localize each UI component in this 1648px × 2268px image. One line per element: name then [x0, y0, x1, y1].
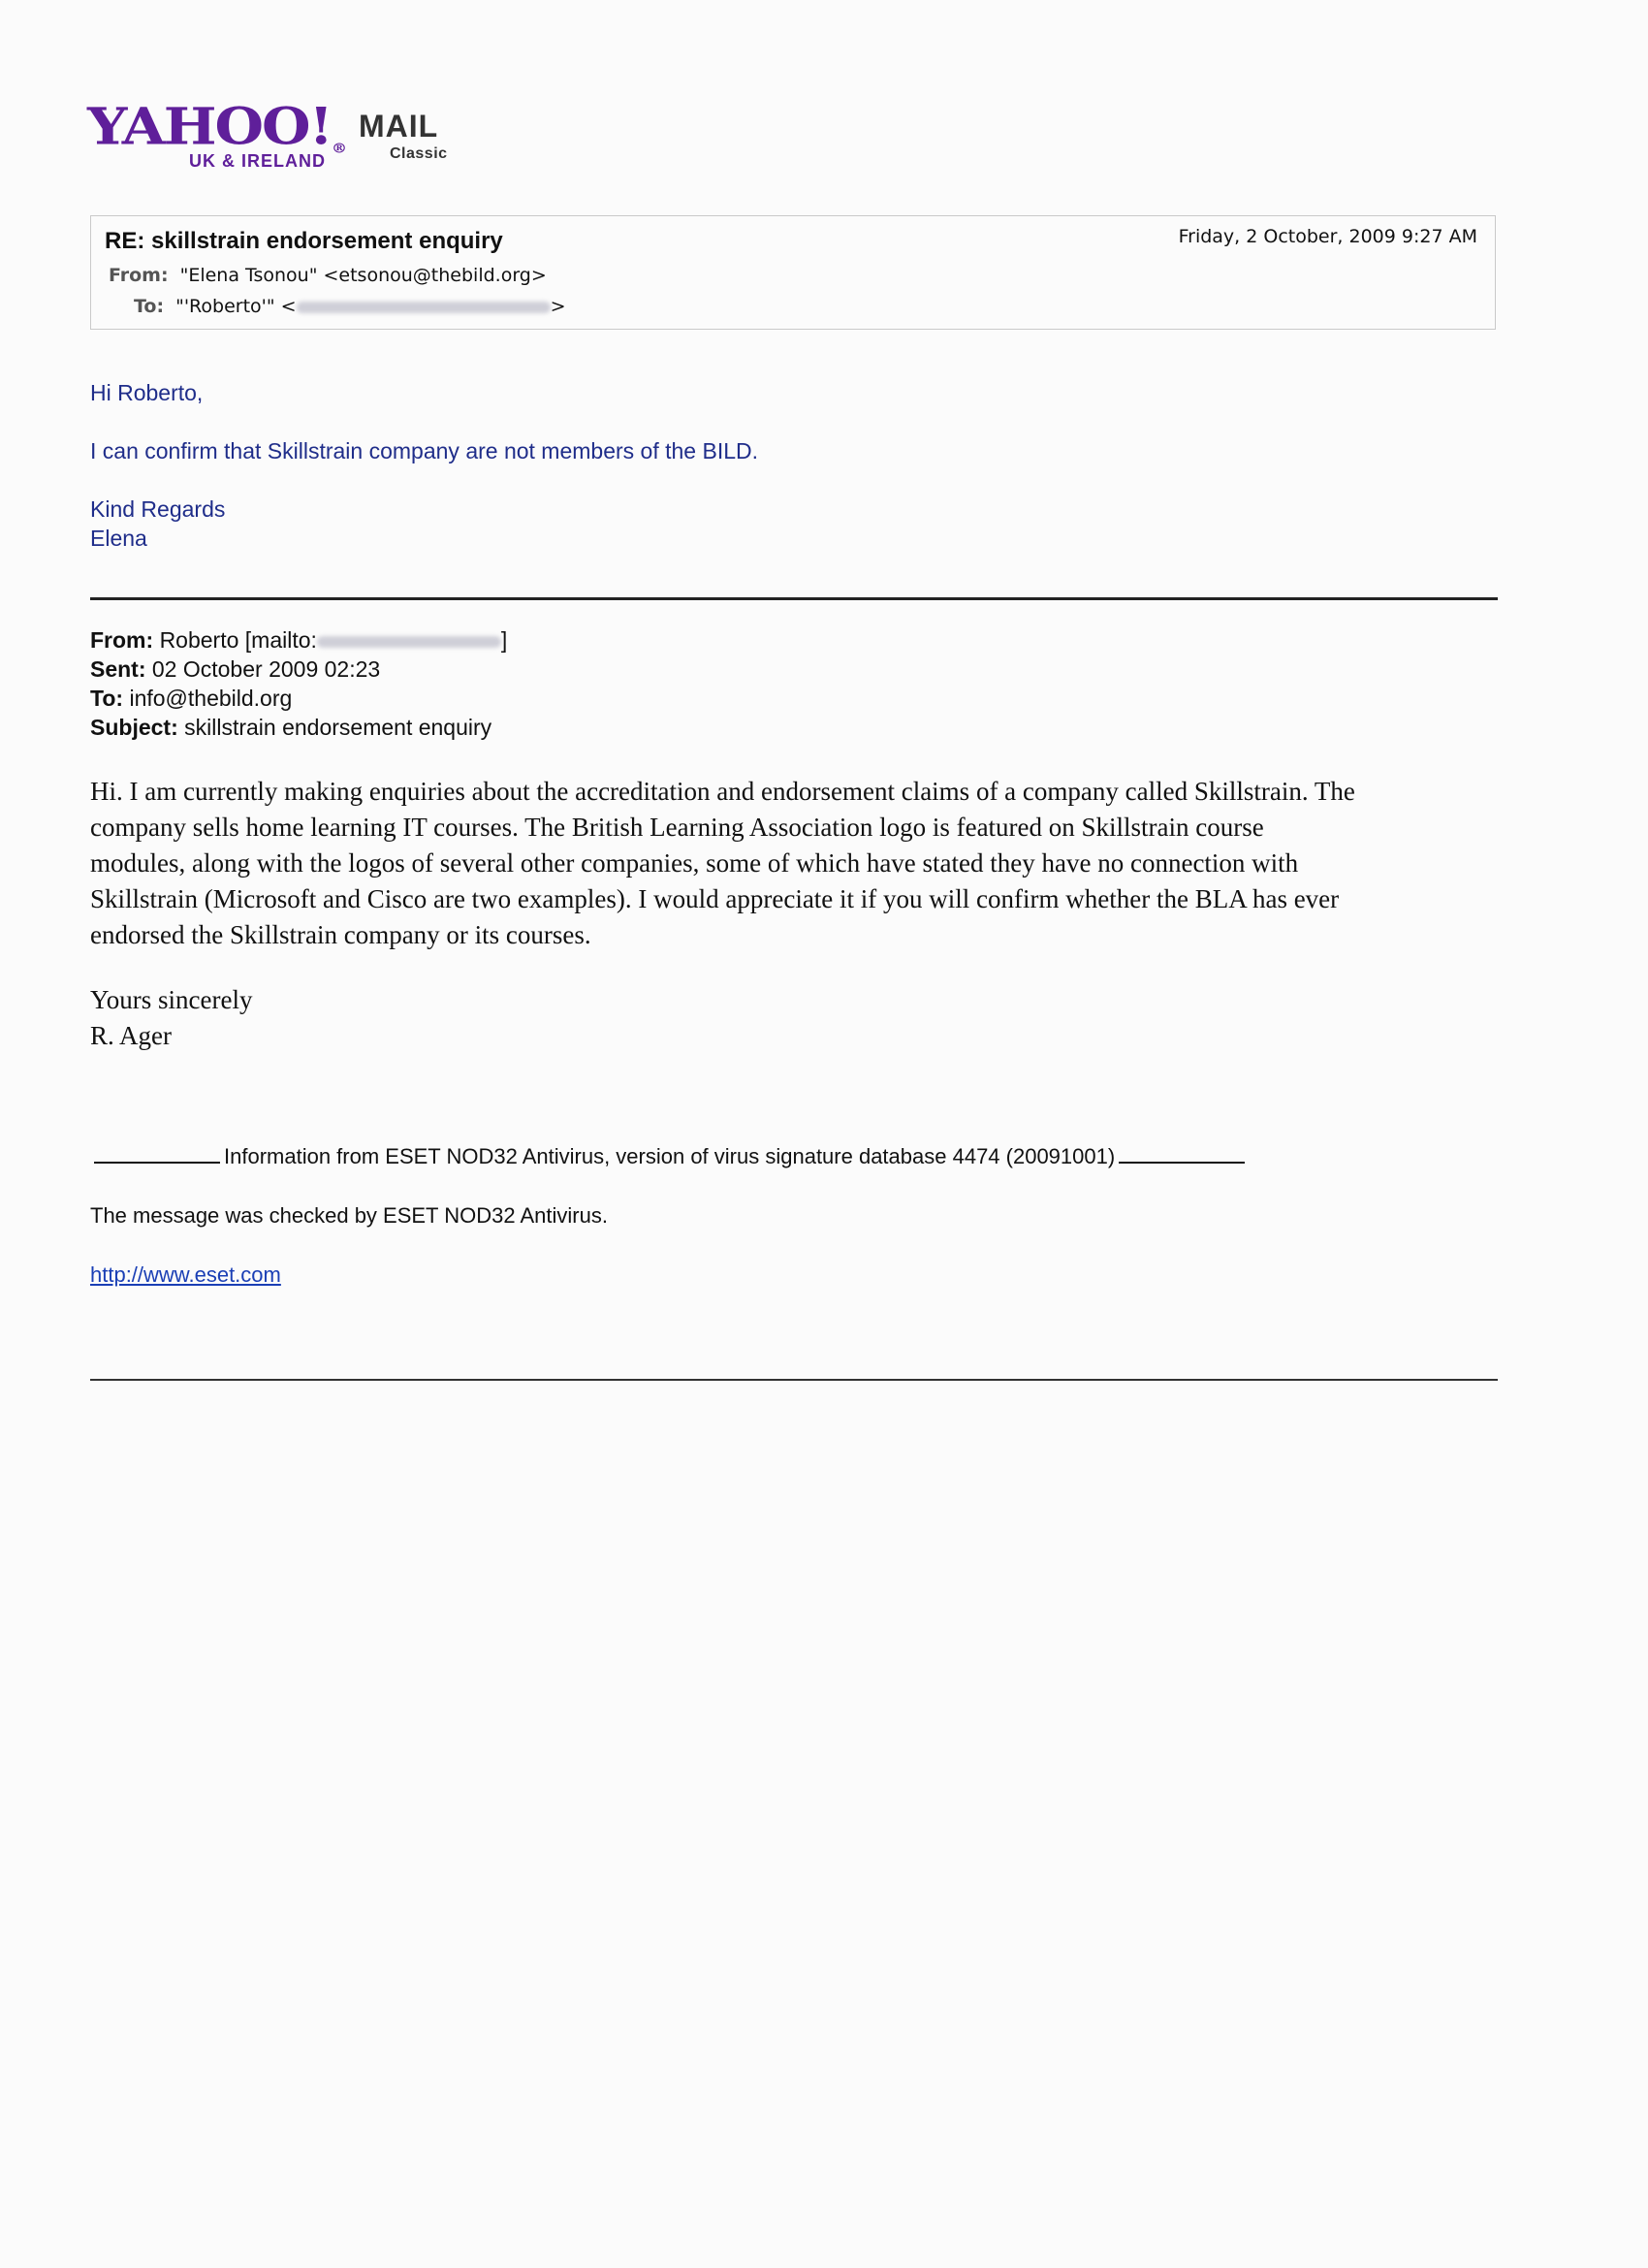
eset-link[interactable]: http://www.eset.com: [90, 1262, 281, 1287]
antivirus-info: [90, 1144, 1249, 1169]
redacted-email: [297, 302, 551, 313]
logo-edition: Classic: [390, 145, 448, 162]
original-from: [90, 625, 507, 655]
antivirus-checked: The message was checked by ESET NOD32 Antivirus.: [90, 1203, 608, 1228]
original-from-value: Roberto [mailto:: [159, 627, 317, 653]
original-subject-label: Subject:: [90, 715, 178, 740]
reply-signature: Elena: [90, 526, 147, 551]
body-line: endorsed the Skillstrain company or its courses.: [90, 920, 591, 949]
original-message-body: [90, 774, 1505, 953]
body-line: Skillstrain (Microsoft and Cisco are two examples). I would appreciate it if you will confirm whether the BLA has ever: [90, 884, 1340, 913]
reply-greeting: Hi Roberto,: [90, 380, 204, 405]
original-message-header: [90, 625, 507, 742]
rule-right: [1119, 1162, 1245, 1164]
original-from-suffix: ]: [500, 627, 508, 653]
antivirus-info-text: Information from ESET NOD32 Antivirus, version of virus signature database 4474 (20091001): [224, 1144, 1116, 1168]
original-subject: [90, 713, 507, 742]
message-to: [134, 296, 566, 317]
to-label: To:: [134, 296, 165, 317]
original-closing: Yours sincerely: [90, 985, 253, 1014]
quote-divider: [90, 597, 1498, 600]
to-value[interactable]: "'Roberto'" <: [175, 296, 297, 317]
from-value[interactable]: "Elena Tsonou" <etsonou@thebild.org>: [179, 265, 547, 286]
original-sent-label: Sent:: [90, 656, 146, 682]
body-line: company sells home learning IT courses. The British Learning Association logo is featured on Skillstrain course: [90, 813, 1264, 842]
original-to-label: To:: [90, 686, 124, 711]
message-date: Friday, 2 October, 2009 9:27 AM: [1178, 226, 1477, 247]
body-line: Hi. I am currently making enquiries about the accreditation and endorsement claims of a company called Skillstrain. The: [90, 777, 1355, 806]
message-from: [109, 265, 547, 286]
original-signature: R. Ager: [90, 1021, 172, 1050]
footer-divider: [90, 1379, 1498, 1381]
original-subject-value: skillstrain endorsement enquiry: [184, 715, 492, 740]
message-subject: RE: skillstrain endorsement enquiry: [105, 228, 503, 254]
logo-region: UK & IRELAND: [189, 151, 326, 171]
original-from-label: From:: [90, 627, 154, 653]
to-suffix: >: [550, 296, 566, 317]
original-to-value: info@thebild.org: [129, 686, 293, 711]
from-label: From:: [109, 265, 169, 286]
original-sent: [90, 655, 507, 684]
reply-closing: Kind Regards: [90, 496, 226, 522]
yahoo-mail-logo: [87, 97, 475, 175]
body-line: modules, along with the logos of several other companies, some of which have stated they have no connection with: [90, 848, 1299, 878]
original-signoff: [90, 982, 253, 1054]
logo-product: MAIL: [359, 109, 439, 144]
rule-left: [94, 1162, 220, 1164]
redacted-email: [317, 636, 501, 648]
logo-brand: YAHOO!®: [87, 97, 346, 157]
original-to: [90, 684, 507, 713]
original-sent-value: 02 October 2009 02:23: [151, 656, 381, 682]
reply-text: I can confirm that Skillstrain company are not members of the BILD.: [90, 438, 759, 463]
message-header: [90, 215, 1496, 330]
